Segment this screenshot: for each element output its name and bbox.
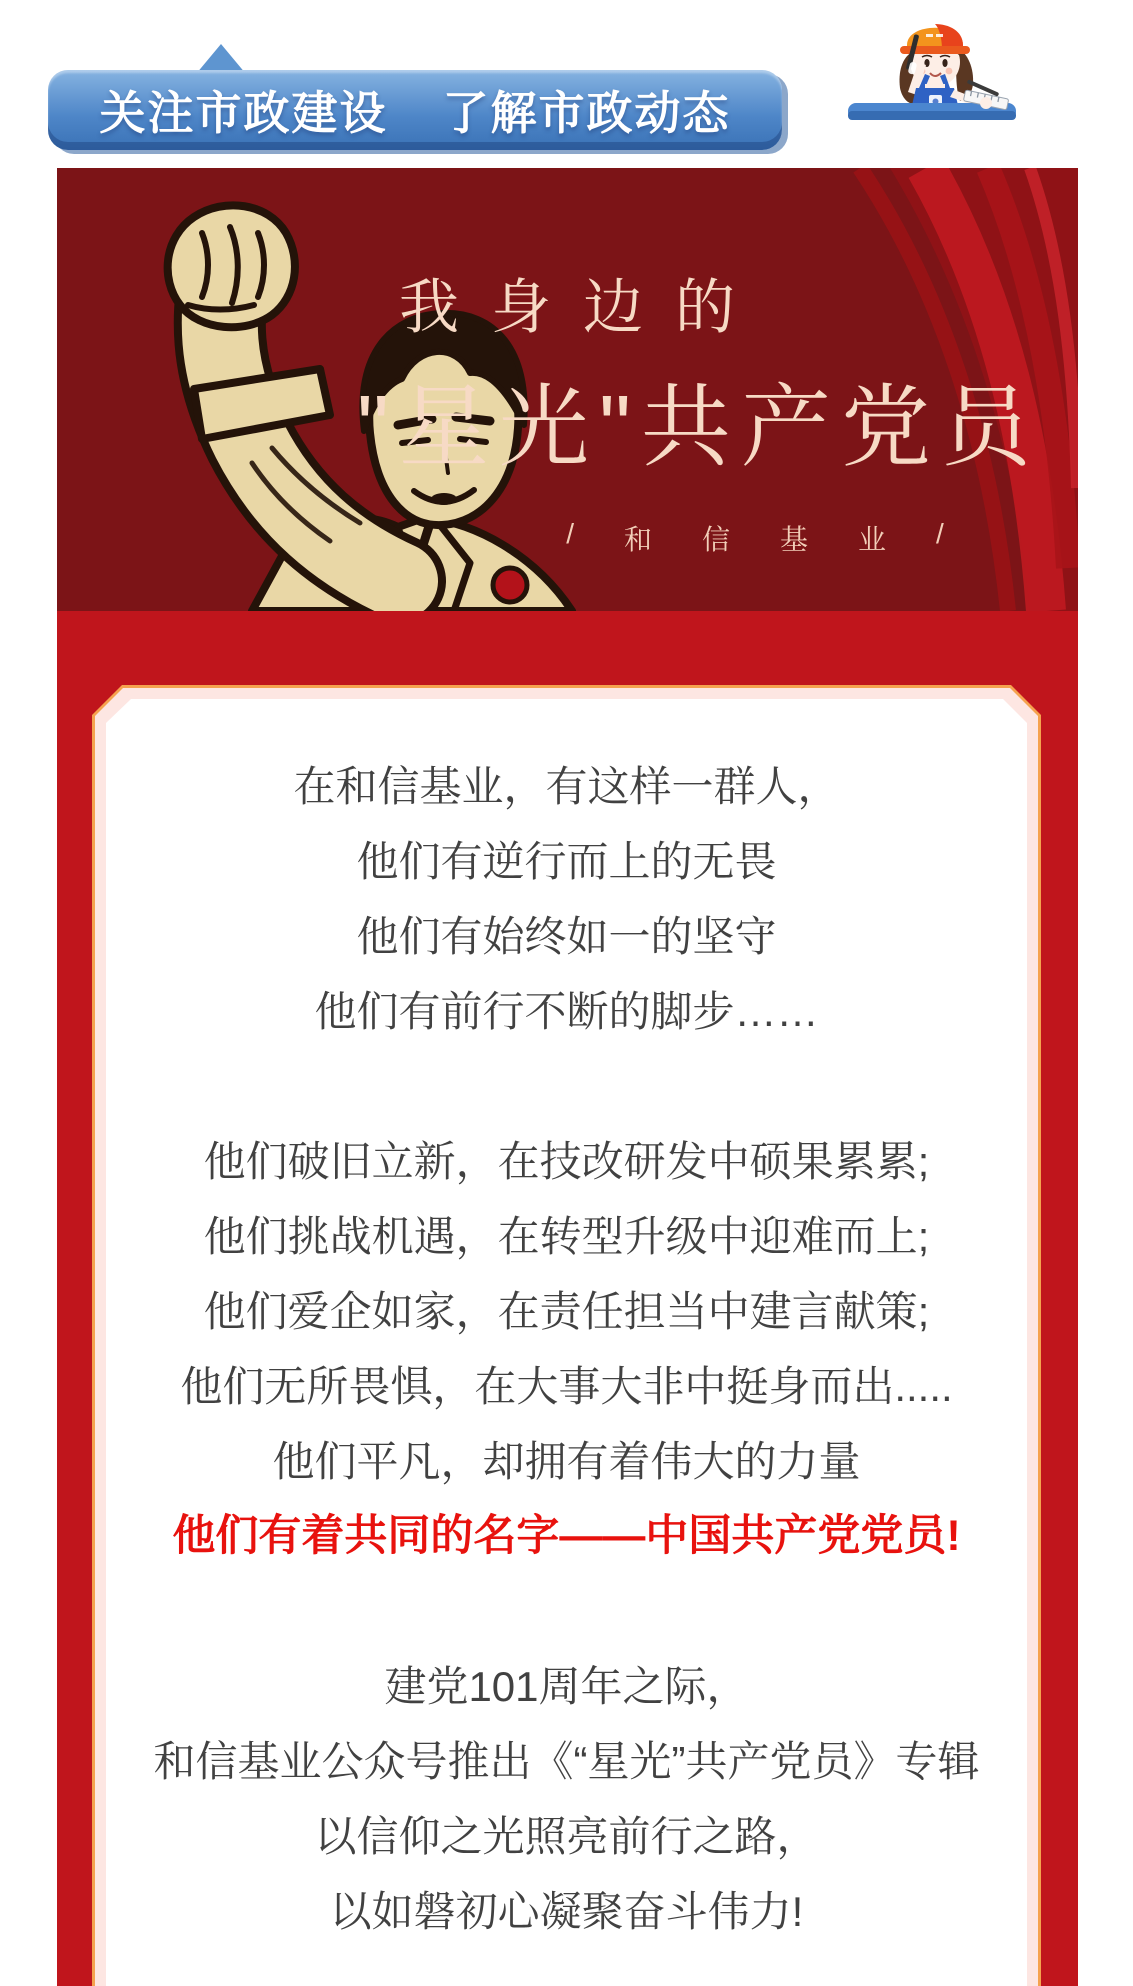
article-line: 他们有始终如一的坚守 [356, 913, 777, 960]
poster-title-line2: "星光"共产党员 [357, 378, 1041, 478]
poster-subtitle [455, 518, 1055, 558]
article-line: 以如磐初心凝聚奋斗伟力! [329, 1888, 804, 1935]
article-line: 他们爱企如家，在责任担当中建言献策; [203, 1288, 930, 1335]
article-line: 建党101周年之际， [384, 1663, 749, 1710]
slogan-left: 关注市政建设 [99, 88, 388, 139]
paragraph-gap [112, 1574, 1021, 1649]
subtitle-char: 和 [623, 524, 652, 555]
worker-girl-mascot [846, 0, 1018, 126]
article-line: 他们无所畏惧，在大事大非中挺身而出..... [180, 1363, 953, 1410]
poster-banner [57, 168, 1078, 611]
article-line: 他们有逆行而上的无畏 [356, 838, 777, 885]
subtitle-slash-left: / [566, 518, 574, 549]
article-card [92, 685, 1041, 1986]
article-text [112, 749, 1021, 1949]
subtitle-char: 基 [780, 524, 809, 555]
article-line: 他们挑战机遇，在转型升级中迎难而上; [203, 1213, 930, 1260]
article-highlight-line: 他们有着共同的名字——中国共产党党员! [172, 1512, 961, 1560]
subtitle-char: 业 [858, 524, 887, 555]
slogan-banner [48, 70, 782, 150]
article-line: 他们平凡，却拥有着伟大的力量 [272, 1438, 861, 1485]
article-line: 和信基业公众号推出《“星光”共产党员》专辑 [153, 1738, 980, 1785]
article-line: 在和信基业，有这样一群人， [293, 763, 840, 810]
article-line: 以信仰之光照亮前行之路， [314, 1813, 819, 1860]
mascot-hand [980, 97, 992, 109]
subtitle-char: 信 [701, 524, 730, 555]
subtitle-slash-right: / [936, 518, 944, 549]
poster-title-line1: 我身边的 [399, 274, 767, 341]
article-line: 他们破旧立新，在技改研发中硕果累累; [203, 1138, 930, 1185]
article-line: 他们有前行不断的脚步…… [314, 988, 819, 1035]
paragraph-gap [112, 1049, 1021, 1124]
party-badge-icon [493, 568, 527, 602]
slogan-right: 了解市政动态 [442, 88, 731, 139]
